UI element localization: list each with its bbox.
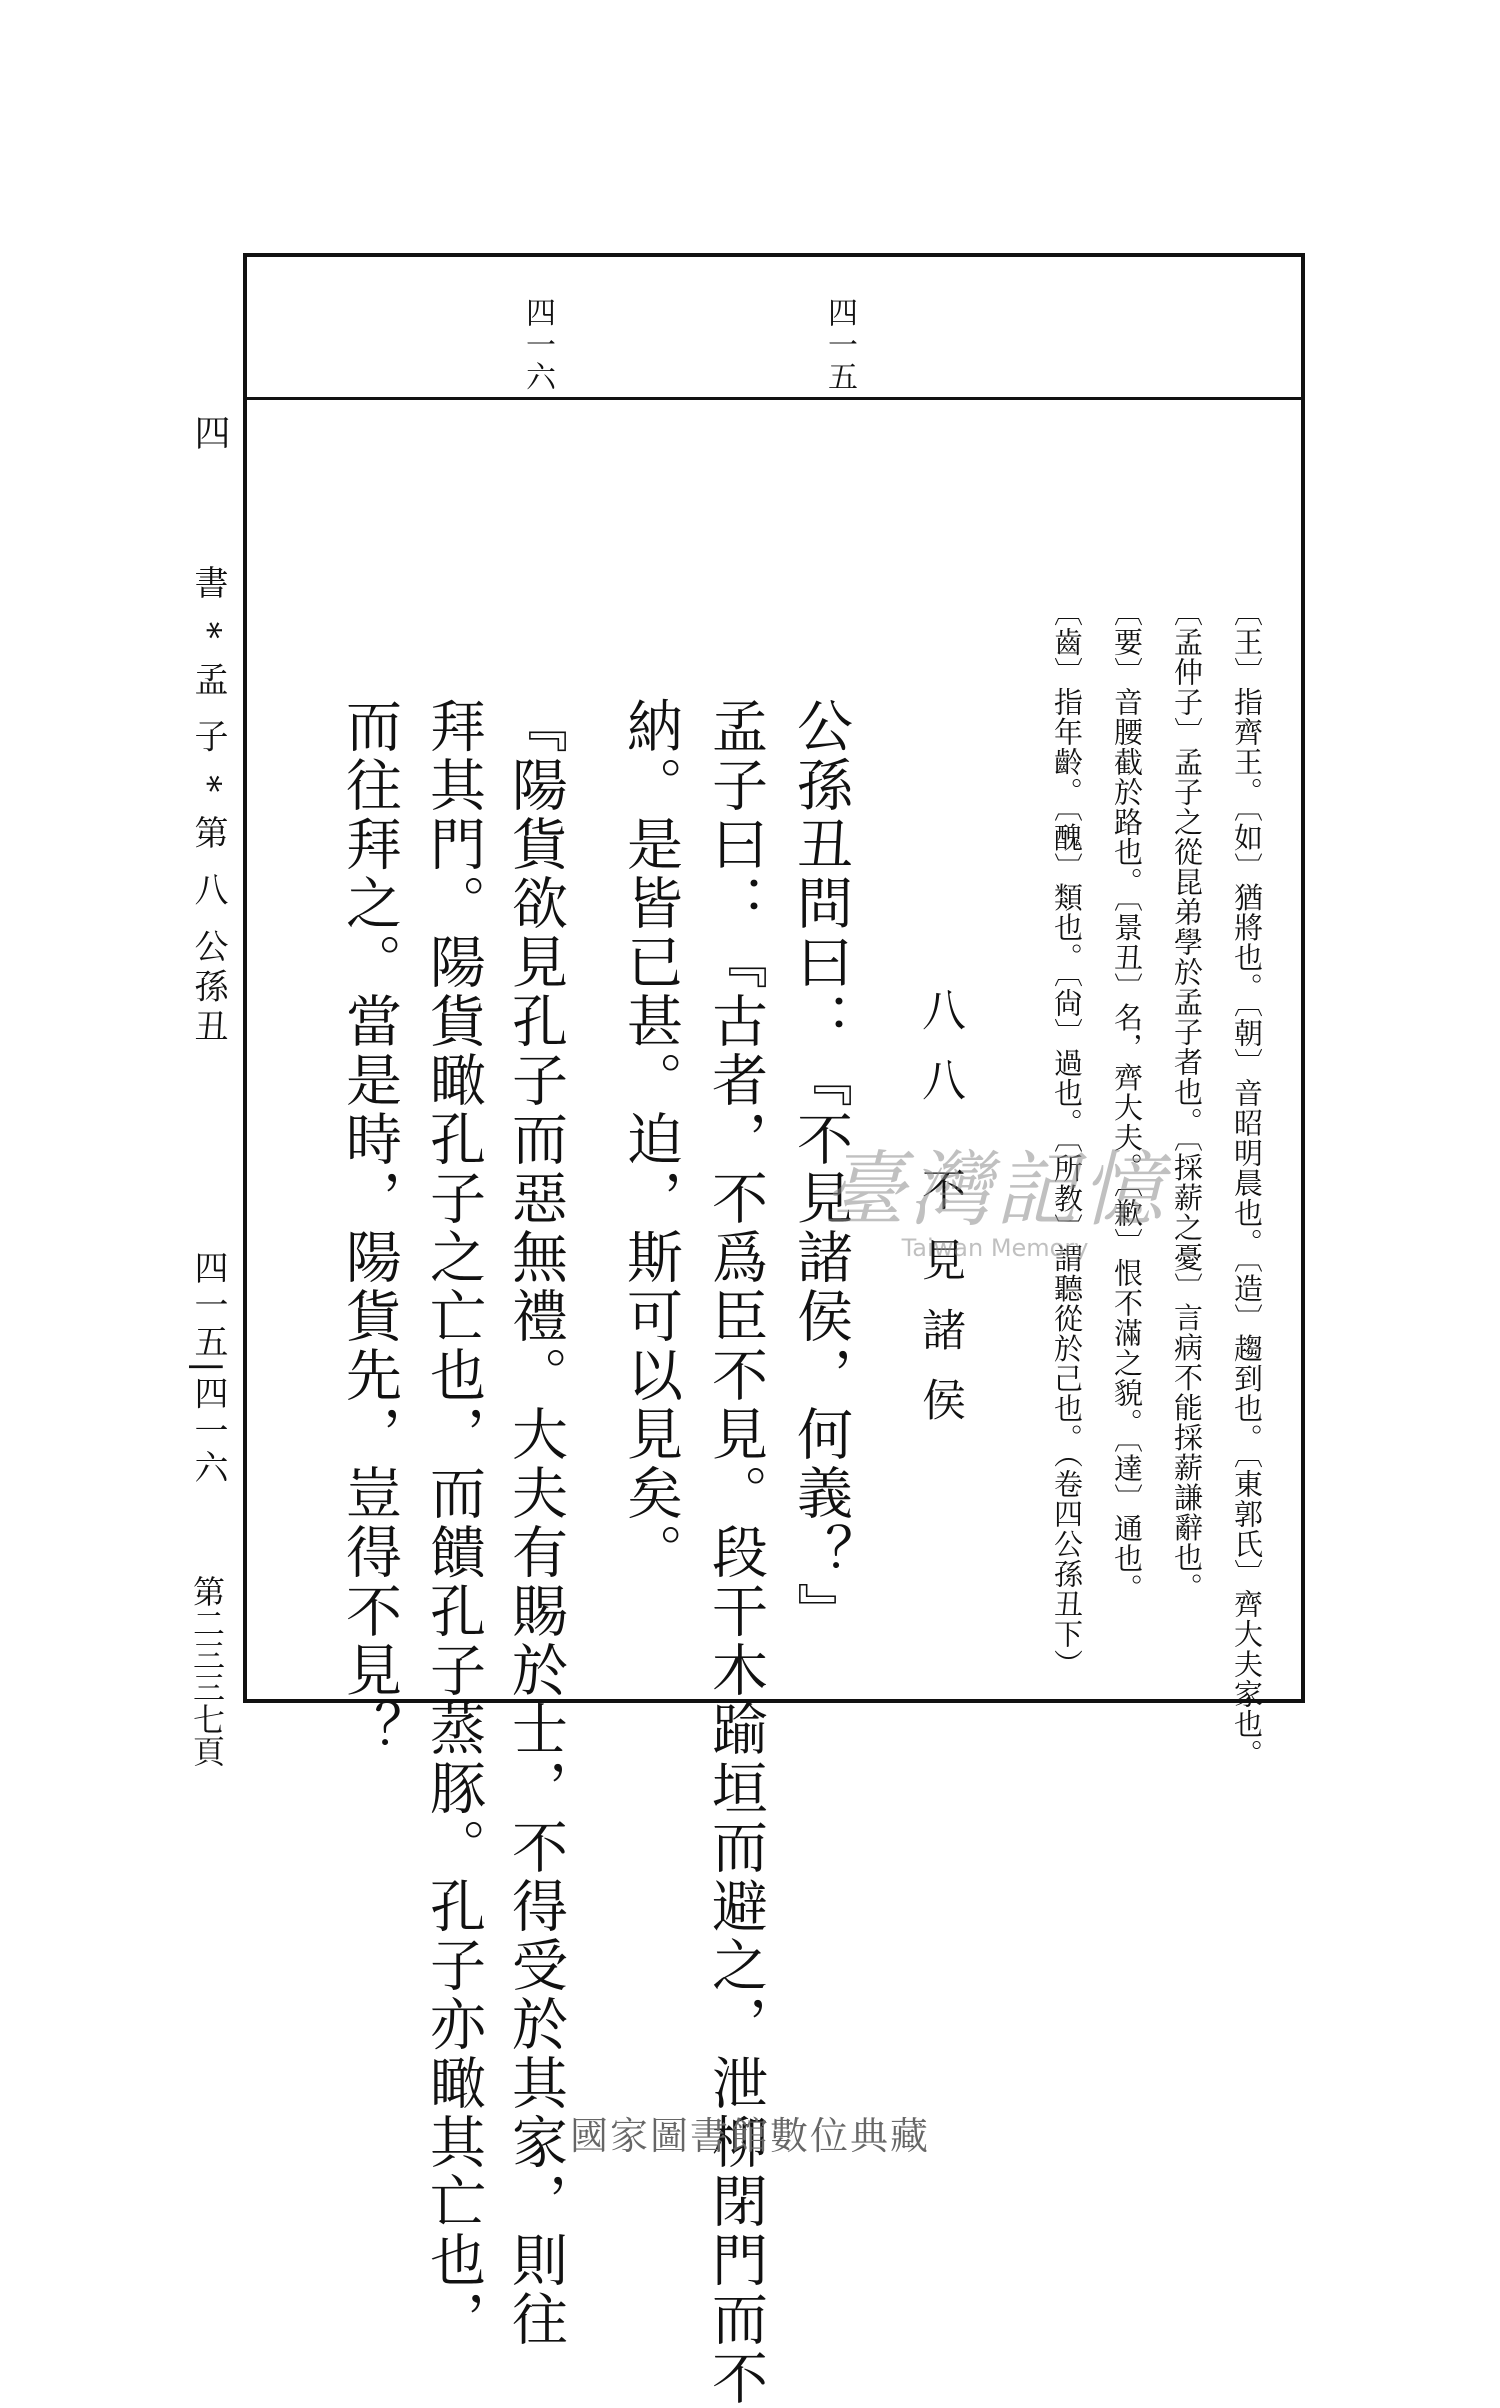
main-text-column: 公孫丑問曰：『不見諸侯，何義？』	[788, 697, 853, 1641]
main-text-column: 拜其門。陽貨瞰孔子之亡也，而饋孔子蒸豚。孔子亦瞰其亡也，	[421, 697, 486, 2349]
main-text-column: 『陽貨欲見孔子而惡無禮。大夫有賜於士，不得受於其家，則往	[503, 697, 568, 2349]
spine-section-label: 四	[189, 414, 230, 450]
annotation-note: 〔齒〕指年齡。〔醜〕類也。〔尙〕過也。〔所教〕謂聽從於己也。（卷四公孫丑下）	[1050, 597, 1084, 1679]
spine-book-title: 書 * 孟 子 * 第 八 公孫丑	[188, 565, 228, 1049]
annotation-note: 〔孟仲子〕孟子之從昆弟學於孟子者也。〔採薪之憂〕言病不能採薪謙辭也。	[1170, 597, 1204, 1603]
main-text-column: 納。是皆已甚。迫，斯可以見矣。	[618, 697, 683, 1582]
watermark-chinese: 臺灣記憶	[823, 1143, 1167, 1238]
spine-page-range: 四一五|四一六	[188, 1250, 228, 1487]
main-text-column: 而往拜之。當是時，陽貨先，豈得不見？	[337, 697, 402, 1759]
main-text-column: 孟子曰：『古者，不爲臣不見。段干木踰垣而避之，泄柳閉門而不	[703, 697, 768, 2408]
column-number-right: 四一五	[822, 297, 857, 393]
footer-credit: 國家圖書館數位典藏	[569, 2114, 930, 2158]
header-divider	[247, 397, 1301, 400]
annotation-note: 〔要〕音腰截於路也。〔景丑〕名，齊大夫。〔歉〕恨不滿之貌。〔達〕通也。	[1110, 597, 1144, 1604]
annotation-note: 〔王〕指齊王。〔如〕猶將也。〔朝〕音昭明晨也。〔造〕趨到也。〔東郭氏〕齊大夫家也。	[1230, 597, 1264, 1769]
watermark-english: Taiwan Memory	[901, 1234, 1089, 1262]
column-number-left: 四一六	[520, 297, 555, 393]
spine-total-page: 第二三三七頁	[188, 1575, 226, 1767]
section-title: 八八 不見諸侯	[914, 987, 965, 1447]
